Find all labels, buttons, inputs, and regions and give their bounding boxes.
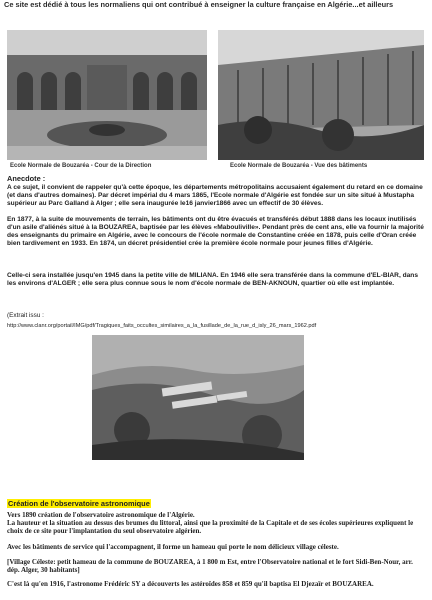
observatoire-paragraph-3: Avec les bâtiments de service qui l'accompagnent, il forme un hameau qui porte le nom délicieux village céleste. [7,543,339,551]
observatoire-title-text: Création de l'observatoire astronomique [8,499,150,508]
source-url[interactable]: http://www.clanr.org/portail/IMG/pdf/Tragiques_faits_occultes_similaires_a_la_fusillade_de_la_rue_d_isly_26_mars_1962.pdf [7,323,317,329]
observatoire-paragraph-4: [Village Céleste: petit hameau de la commune de BOUZAREA, à 1 800 m Est, entre l'Observatoire national et le fort Sidi-Ben-Nour, arr. dép. Alger, 30 habitants] [7,558,413,574]
anecdote-paragraph-3: Celle-ci sera installée jusqu'en 1945 dans la petite ville de MILIANA. En 1946 elle sera transférée dans la commune d'EL-BIAR, dans les environs d'ALGER ; elle sera plus connue sous le nom d'école normale de BEN-AKNOUN, quartier où elle est implantée. [7,272,418,287]
observatoire-paragraph-5: C'est là qu'en 1916, l'astronome Frédéric SY a découverts les astéroïdes 858 et 859 qu'il baptisa El Djezaïr et BOUZAREA. [7,580,374,588]
observatoire-paragraph-1: Vers 1890 création de l'observatoire astronomique de l'Algérie. [7,511,195,519]
observatoire-title [7,493,151,511]
aerial-photo [92,335,304,460]
source-label: (Extrait issu : [7,312,44,319]
observatoire-paragraph-2: La hauteur et la situation au dessus des brumes du littoral, ainsi que la proximité de la Capitale et de ses écoles supérieures expliquent le choix de ce site pour l'implantation du seul observatoire algérien. [7,519,414,535]
intro-text: Ce site est dédié à tous les normaliens qui ont contribué à enseigner la culture française en Algérie...et ailleurs [4,0,394,9]
photo-vue-batiments [218,30,424,160]
photo-caption-1: Ecole Normale de Bouzaréa - Cour de la Direction [10,163,152,169]
photo-caption-2: Ecole Normale de Bouzaréa - Vue des bâtiments [230,163,368,169]
anecdote-heading: Anecdote : [7,174,46,183]
anecdote-paragraph-2: En 1877, à la suite de mouvements de terrain, les bâtiments ont du être évacués et transférés début 1888 dans les locaux inutilisés d'un asile d'aliénés situé à la BOUZAREA, baptisée par les élèves «Mabouliville». Pendant près de cent ans, elle va fournir la majorité des enseignants du primaire en Algérie, avec le concours de l'école normale de Constantine créée en 1878, puis celle d'Oran créée bien tardivement en 1933. En 1874, un décret présidentiel crée la première école normale pour jeunes filles d'Algérie. [7,216,424,247]
anecdote-paragraph-1: A ce sujet, il convient de rappeler qu'à cette époque, les départements métropolitains accusaient également du retard en ce domaine (et dans d'autres domaines). Par décret impérial du 4 mars 1865, l'Ecole normale d'Algérie est fondée sur un site situé à Mustapha supérieur au Parc Galland à Alger ; elle sera inaugurée le16 janvier1866 avec un effectif de 30 élèves. [7,184,423,207]
photo-cour-direction [7,30,207,160]
